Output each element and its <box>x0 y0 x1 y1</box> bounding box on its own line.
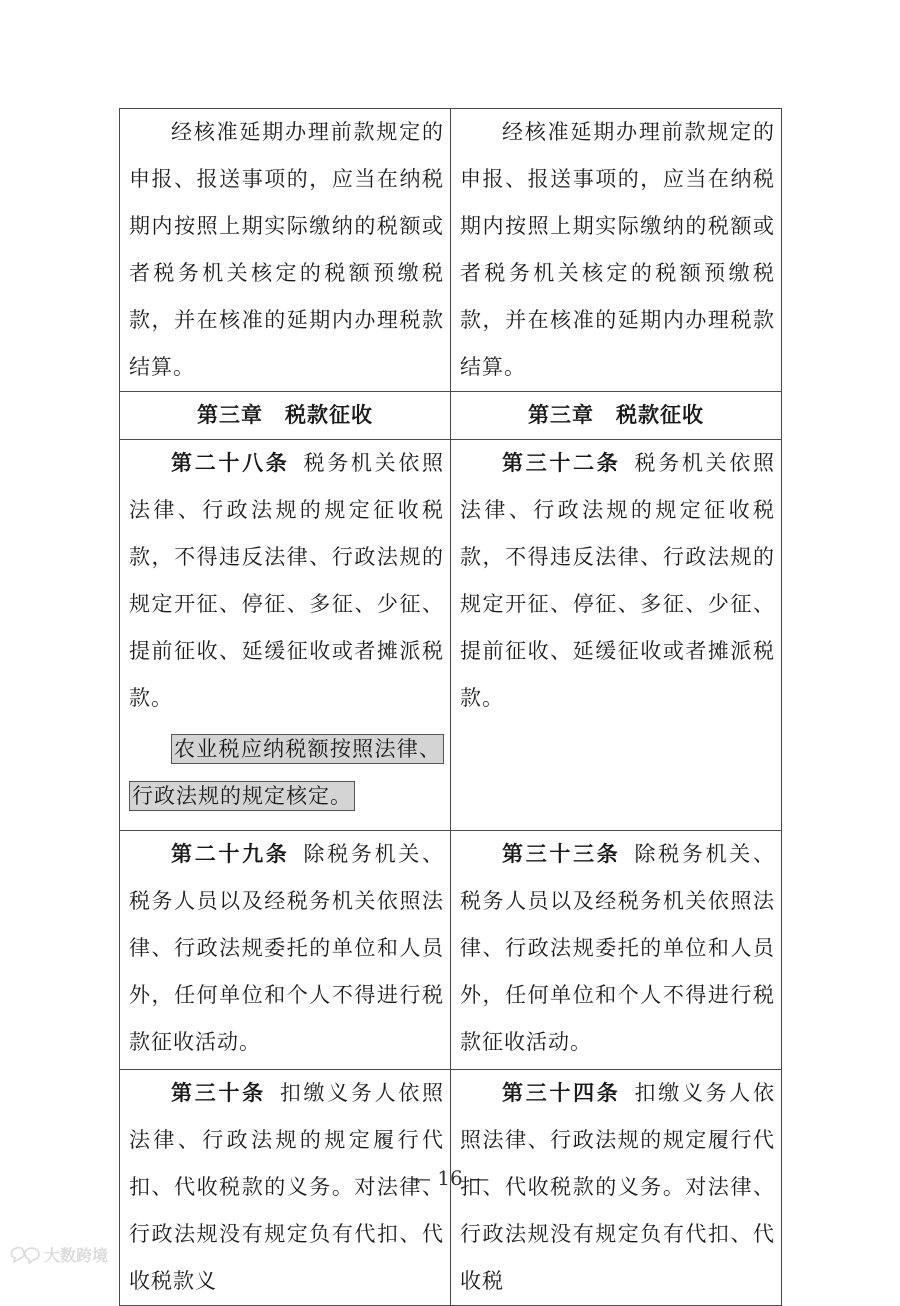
speech-bubble-logo-icon <box>8 1244 42 1264</box>
chapter-heading-old: 第三章 税款征收 <box>120 392 451 440</box>
paragraph: 经核准延期办理前款规定的申报、报送事项的，应当在纳税期内按照上期实际缴纳的税额或者税务机关核定的税额预缴税款，并在核准的延期内办理税款结算。 <box>129 120 444 379</box>
article-text: 扣缴义务人依照法律、行政法规的规定履行代扣、代收税款的义务。对法律、行政法规没有规定负有代扣、代收税 <box>460 1081 775 1293</box>
table-cell-new <box>451 440 782 831</box>
table-cell-new <box>451 109 782 392</box>
article-number: 第三十四条 <box>502 1081 621 1105</box>
table-cell-old <box>120 440 451 831</box>
table-cell-old <box>120 831 451 1070</box>
article-text: 除税务机关、税务人员以及经税务机关依照法律、行政法规委托的单位和人员外，任何单位和个人不得进行税款征收活动。 <box>460 842 775 1054</box>
article-text: 扣缴义务人依照法律、行政法规的规定履行代扣、代收税款的义务。对法律、行政法规没有规定负有代扣、代收税款义 <box>129 1081 445 1293</box>
article-paragraph <box>129 440 444 722</box>
article-paragraph <box>460 440 775 722</box>
page-number: — 16 — <box>410 1166 490 1190</box>
table-row <box>120 831 782 1070</box>
watermark-text: 大数跨境 <box>44 1245 109 1265</box>
article-paragraph <box>129 831 444 1066</box>
article-number: 第三十条 <box>171 1081 266 1105</box>
article-text: 除税务机关、税务人员以及经税务机关依照法律、行政法规委托的单位和人员外，任何单位和个人不得进行税款征收活动。 <box>129 842 444 1054</box>
article-number: 第三十三条 <box>502 842 621 866</box>
chapter-heading-new: 第三章 税款征收 <box>451 392 782 440</box>
table-row <box>120 109 782 392</box>
article-number: 第二十八条 <box>171 451 290 475</box>
paragraph: 经核准延期办理前款规定的申报、报送事项的，应当在纳税期内按照上期实际缴纳的税额或者税务机关核定的税额预缴税款，并在核准的延期内办理税款结算。 <box>460 120 775 379</box>
watermark <box>8 1242 108 1266</box>
article-text: 税务机关依照法律、行政法规的规定征收税款，不得违反法律、行政法规的规定开征、停征、多征、少征、提前征收、延缓征收或者摊派税款。 <box>129 451 444 710</box>
chapter-heading-row <box>120 392 782 440</box>
article-text: 税务机关依照法律、行政法规的规定征收税款，不得违反法律、行政法规的规定开征、停征、多征、少征、提前征收、延缓征收或者摊派税款。 <box>460 451 775 710</box>
article-number: 第三十二条 <box>502 451 621 475</box>
table-cell-new <box>451 831 782 1070</box>
removed-paragraph <box>129 726 444 820</box>
article-paragraph <box>460 831 775 1066</box>
comparison-table <box>119 108 782 1306</box>
article-number: 第二十九条 <box>171 842 290 866</box>
removed-text-highlight: 农业税应纳税额按照法律、行政法规的规定核定。 <box>129 734 444 811</box>
table-row <box>120 440 782 831</box>
table-cell-old <box>120 109 451 392</box>
